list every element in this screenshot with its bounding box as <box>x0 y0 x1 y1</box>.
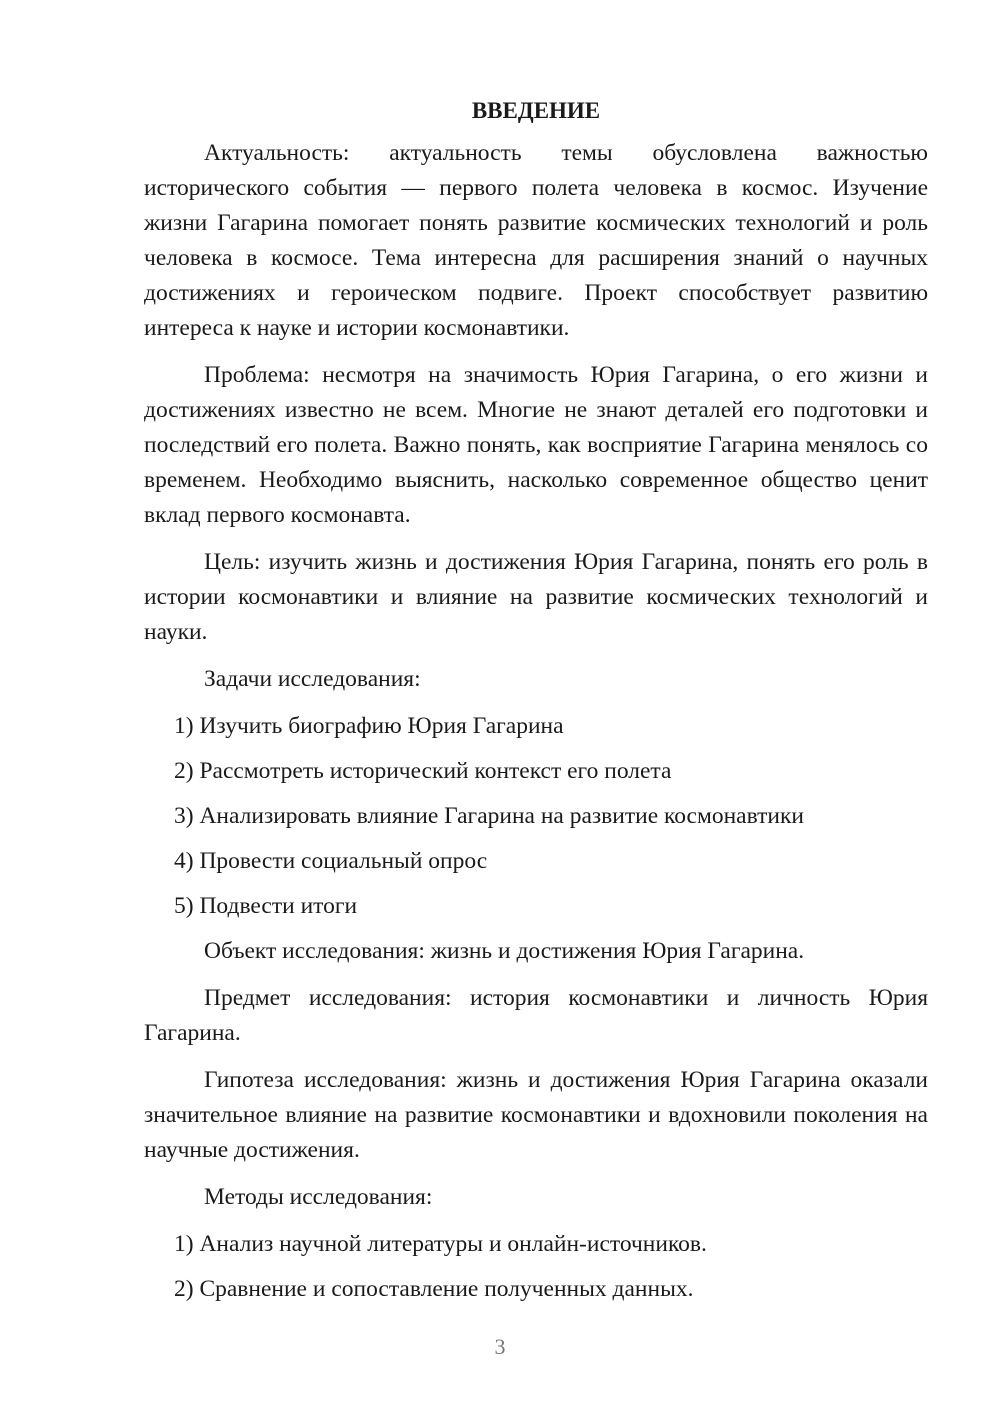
section-heading: ВВЕДЕНИЕ <box>471 98 601 123</box>
relevance-paragraph: Актуальность: актуальность темы обусловлена важностью исторического события — первого полета человека в космос. Изучение жизни Гагарина помогает понять развитие космических технологий и роль человека в космосе. Тема интересна для расширения знаний о научных достижениях и героическом подвиге. Проект способствует развитию интереса к науке и истории космонавтики. <box>144 140 928 341</box>
problem-paragraph: Проблема: несмотря на значимость Юрия Гагарина, о его жизни и достижениях известно не всем. Многие не знают деталей его подготовки и последствий его полета. Важно понять, как восприятие Гагарина менялось со временем. Необходимо выяснить, насколько современное общество ценит вклад первого космонавта. <box>144 362 928 528</box>
page-number: 3 <box>494 1334 506 1359</box>
object-paragraph: Объект исследования: жизнь и достижения Юрия Гагарина. <box>204 938 805 964</box>
tasks-list <box>144 709 928 924</box>
tasks-label: Задачи исследования: <box>204 666 421 692</box>
list-item: 4) Провести социальный опрос <box>174 848 488 874</box>
list-item: 5) Подвести итоги <box>174 893 358 919</box>
hypothesis-paragraph: Гипотеза исследования: жизнь и достижения Юрия Гагарина оказали значительное влияние на развитие космонавтики и вдохновили поколения на научные достижения. <box>144 1067 928 1163</box>
goal-paragraph: Цель: изучить жизнь и достижения Юрия Гагарина, понять его роль в истории космонавтики и влияние на развитие космических технологий и науки. <box>144 549 928 645</box>
list-item: 2) Сравнение и сопоставление полученных данных. <box>174 1276 694 1302</box>
list-item: 2) Рассмотреть исторический контекст его полета <box>174 758 672 784</box>
list-item: 1) Анализ научной литературы и онлайн-источников. <box>174 1231 707 1257</box>
list-item: 3) Анализировать влияние Гагарина на развитие космонавтики <box>174 803 804 829</box>
subject-paragraph: Предмет исследования: история космонавтики и личность Юрия Гагарина. <box>144 985 928 1046</box>
methods-label: Методы исследования: <box>204 1184 433 1210</box>
methods-list <box>144 1227 928 1307</box>
page-content <box>144 96 928 1317</box>
list-item: 1) Изучить биографию Юрия Гагарина <box>174 713 564 739</box>
